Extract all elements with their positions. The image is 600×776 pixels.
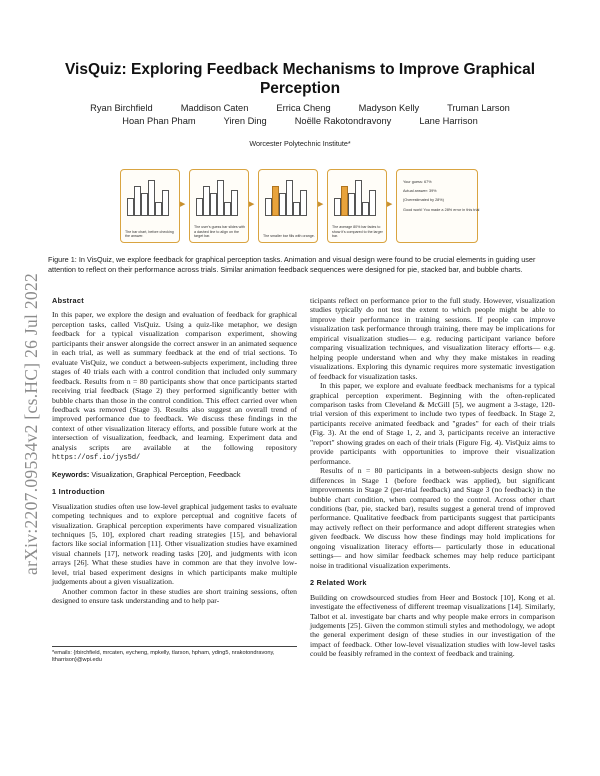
left-column bbox=[52, 296, 297, 606]
arrow-right-icon: ▶ bbox=[318, 200, 324, 208]
author: Noëlle Rakotondravony bbox=[294, 116, 392, 126]
teaser-bar bbox=[279, 193, 286, 216]
figure-caption: Figure 1: In VisQuiz, we explore feedback for graphical perception tasks. Animation and visual design were found to be crucial elements in guiding user attention to reflect on their performance across trials. Similar animation feedback sequences were designed for pie, stacked bar, and bubble charts. bbox=[48, 255, 536, 274]
intro-paragraph-1: Visualization studies often use low-level graphical judgement tasks to evaluate competing techniques and to explore perceptual and cognitive facets of visualization. Graphical perception experiments have compared visualization techniques [5, 10], explored chart reading strategies [15], and behavioral factors like social information [11]. Other visualization studies have examined visual channels [17], network reading tasks [20], and judgments with icon arrays [26]. What these studies have in common are that they involve low-level, trial based experiment designs in which participants make multiple judgements about a given visualization. bbox=[52, 501, 297, 587]
repository-link[interactable]: https://osf.io/jys5d/ bbox=[52, 454, 141, 463]
affiliation: Worcester Polytechnic Institute* bbox=[249, 139, 351, 148]
teaser-panel-1 bbox=[120, 169, 180, 243]
author-row-1 bbox=[60, 102, 540, 115]
arrow-right-icon: ▶ bbox=[180, 200, 186, 208]
teaser-bar bbox=[334, 198, 341, 216]
teaser-bar bbox=[196, 198, 203, 216]
teaser-panel-caption: The smaller bar fills with orange. bbox=[263, 234, 315, 239]
keywords-text: Visualization, Graphical Perception, Feedback bbox=[91, 469, 241, 479]
author-list bbox=[60, 102, 540, 128]
right-paragraph-3: Results of n = 80 participants in a between-subjects design show no differences in Stage 1 (before feedback was applied), but significant improvements in Stage 2 (per-trial feedback) and Stage 3 (no feedback) in the bubble chart condition, when compared to the control. Across other chart conditions (bar, pie, stacked bar), results suggest a general trend of improved performance. Qualitative feedback from participants suggest that participants may actively reflect on their performance and adopt different strategies when given feedback. We discuss how these findings may hold implications for ongoing visualization literacy efforts— particularly those in educational settings— and how similar feedback schemes may help reduce participant noise in traditional visualization experiments. bbox=[310, 466, 555, 570]
teaser-bar bbox=[231, 190, 238, 216]
teaser-bar bbox=[203, 186, 210, 216]
abstract-text bbox=[52, 310, 297, 463]
author: Yiren Ding bbox=[223, 116, 267, 126]
author: Truman Larson bbox=[447, 103, 510, 113]
teaser-bar bbox=[286, 180, 293, 216]
teaser-bar bbox=[217, 180, 224, 216]
author: Madyson Kelly bbox=[358, 103, 420, 113]
teaser-panel-caption: The user's guess bar slides with a dashed line to align on the target bar. bbox=[194, 225, 246, 239]
author: Lane Harrison bbox=[419, 116, 478, 126]
teaser-legend-line: (Overestimated by 28%) bbox=[403, 198, 444, 202]
author: Maddison Caten bbox=[180, 103, 249, 113]
related-work-heading: 2 Related Work bbox=[310, 578, 367, 588]
teaser-legend-line: Your guess: 67% bbox=[403, 180, 432, 184]
teaser-bar bbox=[162, 190, 169, 216]
teaser-bar bbox=[362, 202, 369, 216]
teaser-bar bbox=[210, 193, 217, 216]
right-paragraph-1: ticipants reflect on performance prior to the full study. However, visualization studies typically do not test the extent to which people might be able to improve their performance in training sessions. If people can improve visualization task performance through training, there may be implications for empirical visualization studies— e.g. reducing participant variance before comparing visualization techniques, and visualization literacy efforts— e.g. helping people understand when and why they make mistakes in reading visualizations. Exploring this dynamic requires more systematic investigation of feedback for visualization tasks. bbox=[310, 296, 555, 381]
teaser-bar bbox=[355, 180, 362, 216]
teaser-bar bbox=[148, 180, 155, 216]
author: Hoan Phan Pham bbox=[122, 116, 196, 126]
arrow-right-icon: ▶ bbox=[387, 200, 393, 208]
author: Errica Cheng bbox=[276, 103, 331, 113]
abstract-heading: Abstract bbox=[52, 296, 85, 305]
footnote: *emails: {rbirchfield, mrcaten, eycheng, mpkelly, tlarson, hpham, yding5, nrakotondravony, ltharrison}@wpi.edu bbox=[52, 646, 297, 664]
arxiv-identifier: arXiv:2207.09534v2 [cs.HC] 26 Jul 2022 bbox=[21, 272, 41, 575]
right-column bbox=[310, 296, 555, 659]
right-paragraph-2: In this paper, we explore and evaluate feedback mechanisms for a typical graphical perception experiment. Beginning with the often-replicated comparison tasks from Cleveland & McGill [5], we augment a 3-stage, 120-trial version of this experiment to include two types of feedback. In Stage 2, participants receive animated feedback and "grades" for each of their trials (Fig. 3). At the end of Stage 1, 2, and 3, participants receive an interactive "report" showing grades on each of their trials (Figure Fig. 4). VisQuiz aims to provide participants with opportunities to improve their visualization performance. bbox=[310, 381, 555, 466]
teaser-bar bbox=[265, 198, 272, 216]
teaser-panel-caption: The bar chart, before checking the answer. bbox=[125, 229, 174, 239]
teaser-bar-highlight bbox=[341, 186, 348, 216]
keywords-label: Keywords: bbox=[52, 469, 90, 479]
paper-title: VisQuiz: Exploring Feedback Mechanisms to Improve Graphical Perception bbox=[64, 61, 535, 97]
related-work-paragraph: Building on crowdsourced studies from Heer and Bostock [10], Kong et al. investigate the effectiveness of different treemap visualizations [14]. Similarly, Talbot et al. investigate bar charts and why people make errors in comparison judgements [25]. Given the common stimuli styles and methodology, we adopt the general experiment design of these studies in our investigation of the impact of feedback. Other low-level visualization studies with low-level tasks could be feasibly reframed in the context of feedback and training. bbox=[310, 592, 555, 659]
intro-paragraph-2: Another common factor in these studies are short training sessions, often designed to ensure task understanding and to help par- bbox=[52, 586, 297, 606]
intro-heading: 1 Introduction bbox=[52, 487, 105, 497]
teaser-legend-line: Actual answer: 39% bbox=[403, 189, 437, 193]
keywords bbox=[52, 470, 297, 479]
teaser-bar bbox=[300, 190, 307, 216]
arxiv-sidebar bbox=[8, 195, 41, 575]
abstract-body: In this paper, we explore the design and evaluation of feedback for graphical perception tasks, called VisQuiz. Using a quiz-like metaphor, we design feedback for a typical visualization comparison experiment, showing participants their answer alongside the correct answer in an animated sequence in each trial, as well as summary feedback at the end of trial sections. To evaluate VisQuiz, we conduct a between-subjects experiment, including three stages of 40 trials each with a control condition that included only summary feedback. Results from n = 80 participants show that once participants started receiving trial feedback (Stage 2) they performed significantly better with bubble charts than those in the control condition. This effect carried over when feedback was removed (Stage 3). Results also suggest an overall trend of improved performance due to feedback. We discuss these findings in the context of other visualization literacy efforts, and possible future work at the intersection of visualization, feedback, and learning. Experiment data and analysis scripts are available at the following repository bbox=[52, 310, 297, 452]
teaser-panel-2 bbox=[189, 169, 249, 243]
teaser-bar bbox=[348, 193, 355, 216]
arrow-right-icon: ▶ bbox=[249, 200, 255, 208]
teaser-bar bbox=[141, 193, 148, 216]
teaser-bar bbox=[224, 202, 231, 216]
teaser-figure bbox=[120, 166, 478, 246]
teaser-bar bbox=[369, 190, 376, 216]
teaser-panel-caption: The average 80% bar fades to show it's compared to the larger bar. bbox=[332, 225, 383, 239]
teaser-panel-5 bbox=[396, 169, 478, 243]
teaser-legend-line: Good work! You made a 28% error in this trial bbox=[403, 208, 480, 212]
teaser-bar bbox=[293, 202, 300, 216]
teaser-panel-3 bbox=[258, 169, 318, 243]
teaser-bar-highlight bbox=[272, 186, 279, 216]
teaser-bar bbox=[155, 202, 162, 216]
teaser-panel-4 bbox=[327, 169, 387, 243]
author-row-2 bbox=[60, 115, 540, 128]
teaser-bar bbox=[127, 198, 134, 216]
author: Ryan Birchfield bbox=[90, 103, 153, 113]
teaser-bar bbox=[134, 186, 141, 216]
